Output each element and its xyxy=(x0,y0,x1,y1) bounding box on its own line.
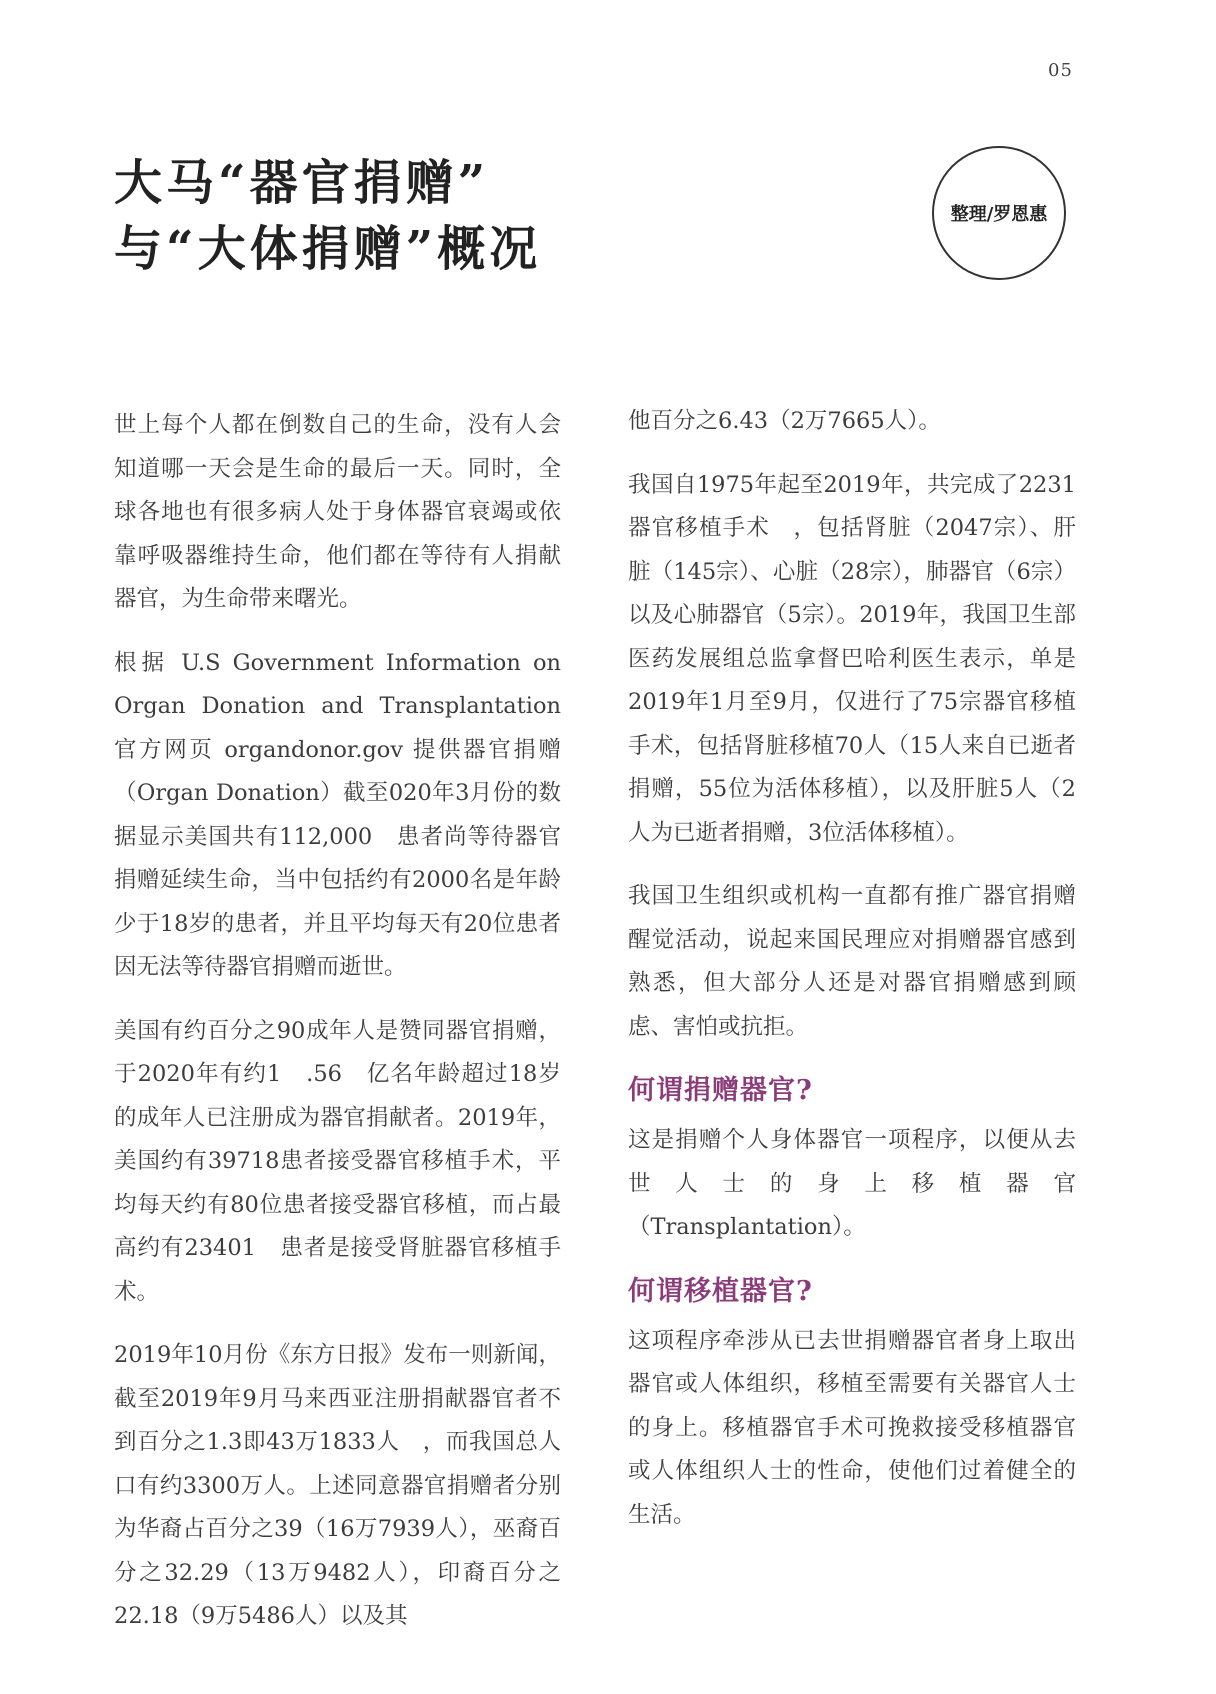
paragraph: 世上每个人都在倒数自己的生命，没有人会知道哪一天会是生命的最后一天。同时，全球各地也有很多病人处于身体器官衰竭或依靠呼吸器维持生命，他们都在等待有人捐献器官，为生命带来曙光。 xyxy=(114,412,561,612)
section-text-transplant: 这项程序牵涉从已去世捐赠器官者身上取出器官或人体组织，移植至需要有关器官人士的身上。移植器官手术可挽救接受移植器官或人体组织人士的性命，使他们过着健全的生活。 xyxy=(628,1327,1076,1528)
section-text-donation: 这是捐赠个人身体器官一项程序，以便从去世人士的身上移植器官（Transplantation）。 xyxy=(628,1127,1076,1240)
paragraph: 他百分之6.43（2万7665人）。 xyxy=(628,408,941,434)
paragraph: 根据 U.S Government Information on Organ Donation and Transplantation 官方网页 organdonor.gov 提供器官捐赠（Organ Donation）截至020年3月份的数据显示美国共有112,000 患者尚等待器官捐赠延续生命，当中包括约有2000名是年龄少于18岁的患者，并且平均每天有20位患者因无法等待器官捐赠而逝世。 xyxy=(114,649,561,980)
title-line-2: 与“大体捐赠”概况 xyxy=(114,221,542,277)
paragraph: 我国自1975年起至2019年，共完成了2231器官移植手术 ，包括肾脏（2047宗）、肝脏（145宗）、心脏（28宗），肺器官（6宗）以及心肺器官（5宗）。2019年，我国卫生部医药发展组总监拿督巴哈利医生表示，单是2019年1月至9月，仅进行了75宗器官移植手术，包括肾脏移植70人（15人来自已逝者捐赠，55位为活体移植），以及肝脏5人（2人为已逝者捐赠，3位活体移植）。 xyxy=(628,471,1076,846)
paragraph: 我国卫生组织或机构一直都有推广器官捐赠醒觉活动，说起来国民理应对捐赠器官感到熟悉，但大部分人还是对器官捐赠感到顾虑、害怕或抗拒。 xyxy=(628,883,1076,1040)
section-heading-transplant: 何谓移植器官? xyxy=(628,1275,813,1307)
section-heading-donation: 何谓捐赠器官? xyxy=(628,1075,813,1106)
article-title xyxy=(114,150,541,282)
paragraph: 美国有约百分之90成年人是赞同器官捐赠，于2020年有约1 .56 亿名年龄超过18岁的成年人已注册成为器官捐献者。2019年，美国约有39718患者接受器官移植手术，平均每天约有80位患者接受器官移植，而占最高约有23401 患者是接受肾脏器官移植手术。 xyxy=(114,1017,561,1305)
author-credit: 整理/罗恩惠 xyxy=(950,204,1048,225)
paragraph: 2019年10月份《东方日报》发布一则新闻，截至2019年9月马来西亚注册捐献器官者不到百分之1.3即43万1833人 ，而我国总人口有约3300万人。上述同意器官捐赠者分别为华裔占百分之39（16万7939人），巫裔百分之32.29（13万9482人），印裔百分之22.18（9万5486人）以及其 xyxy=(114,1342,561,1629)
right-column xyxy=(628,400,1076,1557)
page-number: 05 xyxy=(1048,60,1073,81)
left-column xyxy=(114,404,561,1659)
title-line-1: 大马“器官捐赠” xyxy=(114,155,490,211)
author-badge xyxy=(932,146,1066,280)
